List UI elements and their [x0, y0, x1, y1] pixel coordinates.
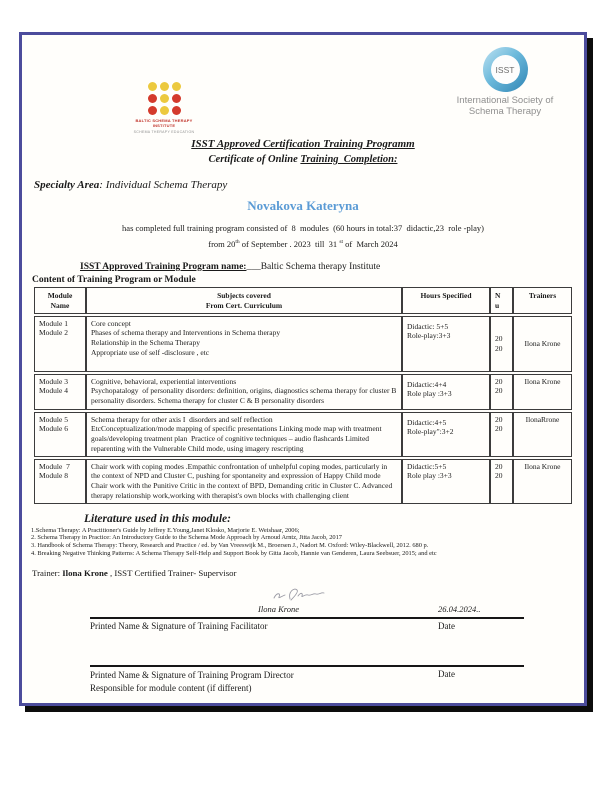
- trainer-cell: IlonaRrone: [513, 412, 572, 457]
- isst-society-name: International Society of Schema Therapy: [456, 95, 554, 117]
- table-row: [34, 374, 572, 410]
- specialty-label: Specialty Area: [34, 179, 100, 191]
- table-header-row: [34, 287, 572, 314]
- bsti-logo-subtitle: SCHEMA THERAPY EDUCATION: [133, 130, 195, 135]
- program-name-label: ISST Approved Training Program name:: [80, 262, 247, 272]
- module-cell: Module 5 Module 6: [34, 412, 86, 457]
- facilitator-date-value: 26.04.2024..: [438, 604, 481, 615]
- table-row: [34, 316, 572, 372]
- table-row: [34, 459, 572, 504]
- header-subjects: Subjects covered From Cert. Curriculum: [86, 287, 402, 314]
- literature-item: 2. Schema Therapy in Practice: An Introductory Guide to the Schema Mode Approach by Arnoud Arntz, Jitta Jacob, 2017: [31, 534, 342, 542]
- facilitator-date-label: Date: [438, 621, 455, 632]
- literature-heading: Literature used in this module:: [84, 512, 231, 525]
- bsti-logo-name: BALTIC SCHEMA THERAPY INSTITUTE: [135, 118, 193, 129]
- isst-ring-icon: [483, 47, 528, 92]
- hours-cell: Didactic:4+5 Role-play":3+2: [402, 412, 490, 457]
- header-module-name: Module Name: [34, 287, 86, 314]
- module-cell: Module 3 Module 4: [34, 374, 86, 410]
- certificate-page: [19, 32, 587, 706]
- facilitator-signature-block: [90, 584, 524, 694]
- subjects-cell: Chair work with coping modes .Empathic confrontation of unhelpful coping modes, particularly in the context of NPD and Cluster C, pushing for spontaneity and expression of Happy Child mode Chair work with the Punitive Critic in the context of BPD, Demanding critic in Cluster C. Advanced therapy relationship work,working with therapist's own blocks with challenging client: [86, 459, 402, 504]
- student-name: Novakova Kateryna: [247, 198, 359, 213]
- specialty-area-line: [34, 179, 584, 191]
- modules-table: [34, 285, 572, 506]
- trainer-cell: Ilona Krone: [513, 374, 572, 410]
- nu-cell: 20 20: [490, 316, 513, 372]
- module-cell: Module 1 Module 2: [34, 316, 86, 372]
- nu-cell: 20 20: [490, 459, 513, 504]
- specialty-value: : Individual Schema Therapy: [99, 179, 228, 191]
- date-range-line: from 20th of September . 2023 till 31 $^{st}$ of March 2024: [208, 239, 398, 249]
- program-title: ISST Approved Certification Training Programm: [191, 138, 415, 150]
- completion-statement: has completed full training program consisted of 8 modules (60 hours in total:37 didactic,23 role -play): [122, 223, 484, 233]
- literature-item: 1.Schema Therapy: A Practitioner's Guide by Jeffrey E.Young,Janet Klosko, Marjorie E. Weishaar, 2006;: [31, 526, 300, 534]
- header-trainers: Trainers: [513, 287, 572, 314]
- director-label: Printed Name & Signature of Training Program Director Responsible for module content (if different): [90, 670, 294, 694]
- isst-logo: [427, 47, 583, 118]
- header: [22, 35, 584, 138]
- hours-cell: Didactic:4+4 Role play :3+3: [402, 374, 490, 410]
- bsti-dot-grid-icon: [124, 82, 204, 115]
- hours-cell: Didactic: 5+5 Role-play:3+3: [402, 316, 490, 372]
- trainer-line: Trainer: Ilona Krone , ISST Certified Trainer- Supervisor: [32, 568, 237, 579]
- literature-item: 3. Handbook of Schema Therapy: Theory, Research and Practice / ed. by Van Vreeswijk M., Broersen J., Nadort M. Oxford: Wiley-Blackwell, 2012. 680 p.: [31, 541, 429, 549]
- signature-image: [268, 584, 330, 604]
- subjects-cell: Cognitive, behavioral, experiential interventions Psychopatalogy of personality disorders: definition, origins, diagnostics schema therapy for cluster B personality disorders. Schema therapy for cluster C & B personality disorders: [86, 374, 402, 410]
- header-hours: Hours Specified: [402, 287, 490, 314]
- header-nu: N u: [490, 287, 513, 314]
- subjects-cell: Schema therapy for other axis I disorders and self reflection EtcConceptualization/mode mapping of specific presentations Linking mode map with treatment goals/developing treatment plan Practice of cognitive techniques – audio flashcards Limited reparenting with the Vulnerable Child mode, using imagery rescripting: [86, 412, 402, 457]
- literature-item: 4. Breaking Negative Thinking Patterns: A Schema Therapy Self-Help and Support Book by Gitta Jacob, Hannie van Genderen, Laura Seebsuer, 2015; and etc: [31, 549, 437, 557]
- certificate-subtitle: Certificate of Online Training Completion:: [208, 154, 398, 165]
- content-heading: Content of Training Program or Module: [32, 275, 196, 285]
- isst-acronym: ISST: [491, 55, 520, 84]
- program-name-line: ISST Approved Training Program name:___Baltic Schema therapy Institute: [80, 262, 381, 272]
- trainer-cell: Ilona Krone: [513, 316, 572, 372]
- program-name-value: Baltic Schema therapy Institute: [260, 262, 381, 272]
- director-date-label: Date: [438, 669, 455, 680]
- facilitator-printed-name: Ilona Krone: [258, 604, 300, 615]
- bsti-logo: [124, 82, 204, 134]
- nu-cell: 20 20: [490, 412, 513, 457]
- facilitator-label: Printed Name & Signature of Training Facilitator: [90, 621, 268, 632]
- certificate-titles: [22, 138, 584, 165]
- module-cell: Module 7 Module 8: [34, 459, 86, 504]
- subjects-cell: Core concept Phases of schema therapy and Interventions in Schema therapy Relationship in the Schema Therapy Appropriate use of self -disclosure , etc: [86, 316, 402, 372]
- table-row: [34, 412, 572, 457]
- nu-cell: 20 20: [490, 374, 513, 410]
- trainer-name: Ilona Krone: [62, 568, 108, 579]
- hours-cell: Didactic:5+5 Role play :3+3: [402, 459, 490, 504]
- trainer-cell: Ilona Krone: [513, 459, 572, 504]
